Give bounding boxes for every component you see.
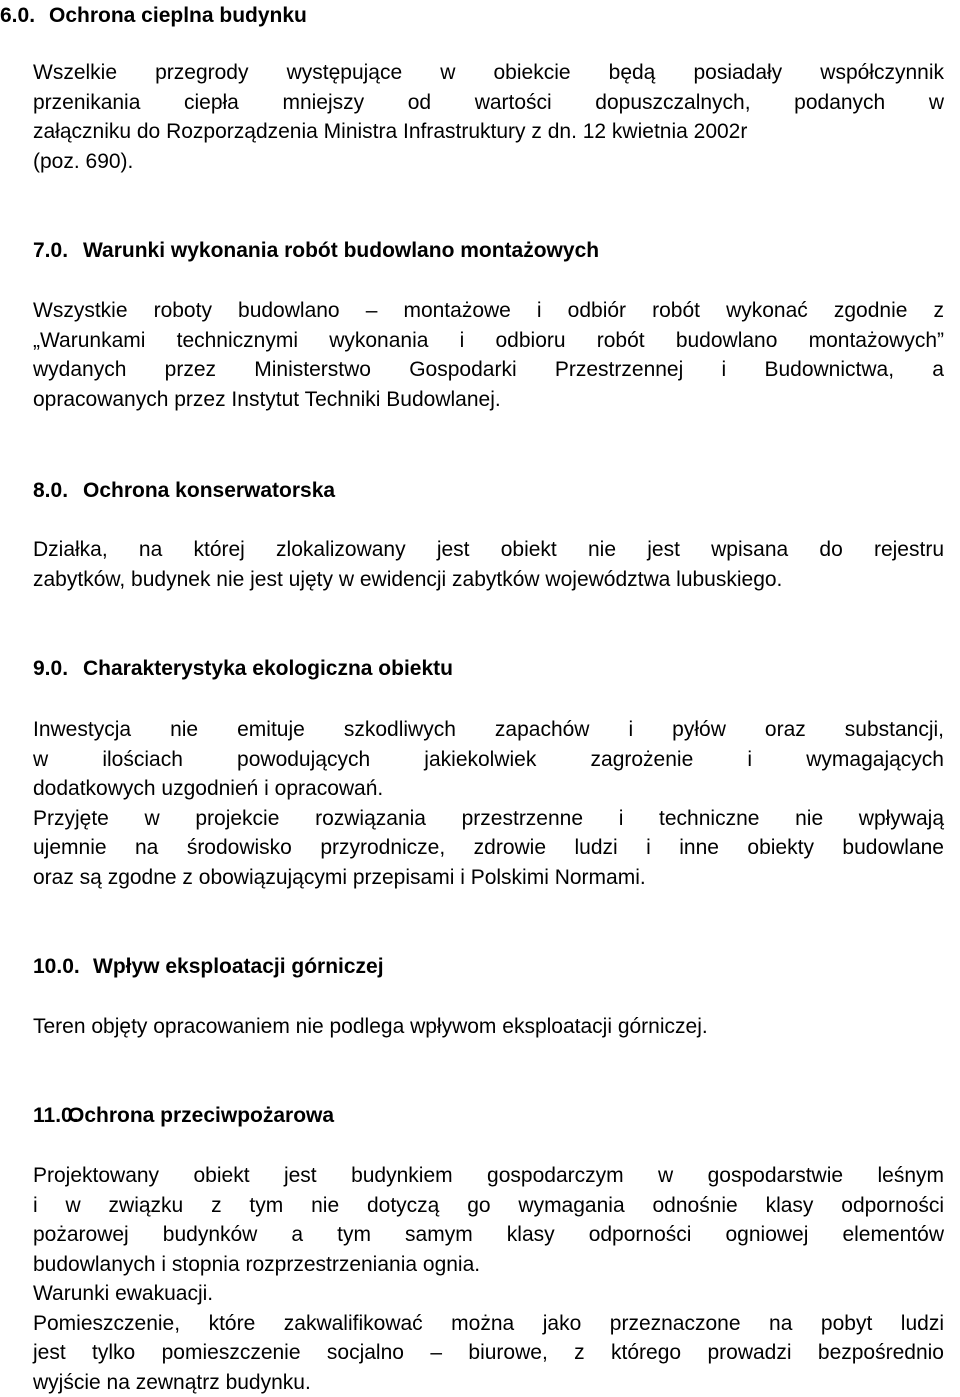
text-line: Inwestycja nie emituje szkodliwych zapachów i pyłów oraz substancji,: [33, 718, 944, 741]
section-number: 9.0.: [33, 657, 69, 680]
text-line: Pomieszczenie, które zakwalifikować można jako przeznaczone na pobyt ludzi: [33, 1311, 944, 1335]
section-heading-9: [33, 656, 453, 682]
section-heading-7: [33, 238, 599, 264]
text-line: budowlanych i stopnia rozprzestrzeniania ognia.: [33, 1252, 481, 1276]
section-number: 8.0.: [33, 479, 69, 502]
section-heading-11: [33, 1103, 334, 1129]
section-number: 6.0.: [0, 4, 36, 27]
text-line: „Warunkami technicznymi wykonania i odbioru robót budowlano montażowych”: [33, 328, 944, 352]
text-line: jest tylko pomieszczenie socjalno – biurowe, z którego prowadzi bezpośrednio: [33, 1341, 944, 1364]
text-line: Teren objęty opracowaniem nie podlega wpływom eksploatacji górniczej.: [33, 1015, 708, 1038]
text-line: pożarowej budynków a tym samym klasy odporności ogniowej elementów: [33, 1223, 944, 1246]
section-number: 11.0.: [33, 1104, 79, 1127]
section-title: Wpływ eksploatacji górniczej: [93, 955, 384, 978]
section-title: Ochrona przeciwpożarowa: [68, 1104, 335, 1127]
text-line: załączniku do Rozporządzenia Ministra Infrastruktury z dn. 12 kwietnia 2002r: [33, 120, 748, 143]
text-line: przenikania ciepła mniejszy od wartości dopuszczalnych, podanych w: [33, 90, 944, 114]
section-heading-10: [33, 954, 384, 980]
section-body-10: [33, 1012, 944, 1042]
text-line: ujemnie na środowisko przyrodnicze, zdrowie ludzi i inne obiekty budowlane: [33, 836, 944, 859]
section-title: Charakterystyka ekologiczna obiektu: [83, 657, 453, 680]
text-line: Przyjęte w projekcie rozwiązania przestrzenne i techniczne nie wpływają: [33, 806, 944, 830]
section-title: Warunki wykonania robót budowlano montażowych: [83, 239, 600, 262]
text-line: i w związku z tym nie dotyczą go wymagania odnośnie klasy odporności: [33, 1193, 944, 1217]
section-body-6: [33, 58, 944, 176]
text-line: Projektowany obiekt jest budynkiem gospodarczym w gospodarstwie leśnym: [33, 1164, 944, 1187]
text-line: Wszystkie roboty budowlano – montażowe i odbiór robót wykonać zgodnie z: [33, 299, 944, 322]
section-title: Ochrona cieplna budynku: [49, 4, 307, 27]
section-body-9: [33, 715, 944, 892]
text-line: Działka, na której zlokalizowany jest obiekt nie jest wpisana do rejestru: [33, 538, 944, 561]
text-line: oraz są zgodne z obowiązującymi przepisami i Polskimi Normami.: [33, 865, 646, 889]
text-line: w ilościach powodujących jakiekolwiek zagrożenie i wymagających: [33, 747, 944, 771]
section-body-11: [33, 1161, 944, 1397]
text-line: Warunki ewakuacji.: [33, 1282, 214, 1305]
section-number: 10.0.: [33, 955, 80, 978]
section-number: 7.0.: [33, 239, 69, 262]
section-heading-8: [33, 478, 335, 504]
text-line: wydanych przez Ministerstwo Gospodarki Przestrzennej i Budownictwa, a: [33, 358, 944, 381]
section-title: Ochrona konserwatorska: [83, 479, 336, 502]
section-body-7: [33, 296, 944, 414]
text-line: opracowanych przez Instytut Techniki Budowlanej.: [33, 387, 501, 411]
text-line: Wszelkie przegrody występujące w obiekcie będą posiadały współczynnik: [33, 61, 944, 84]
text-line: wyjście na zewnątrz budynku.: [33, 1370, 311, 1394]
text-line: zabytków, budynek nie jest ujęty w ewidencji zabytków województwa lubuskiego.: [33, 567, 783, 591]
text-line: dodatkowych uzgodnień i opracowań.: [33, 777, 384, 800]
text-line: (poz. 690).: [33, 149, 134, 173]
section-body-8: [33, 535, 944, 594]
section-heading-6: [0, 3, 307, 29]
